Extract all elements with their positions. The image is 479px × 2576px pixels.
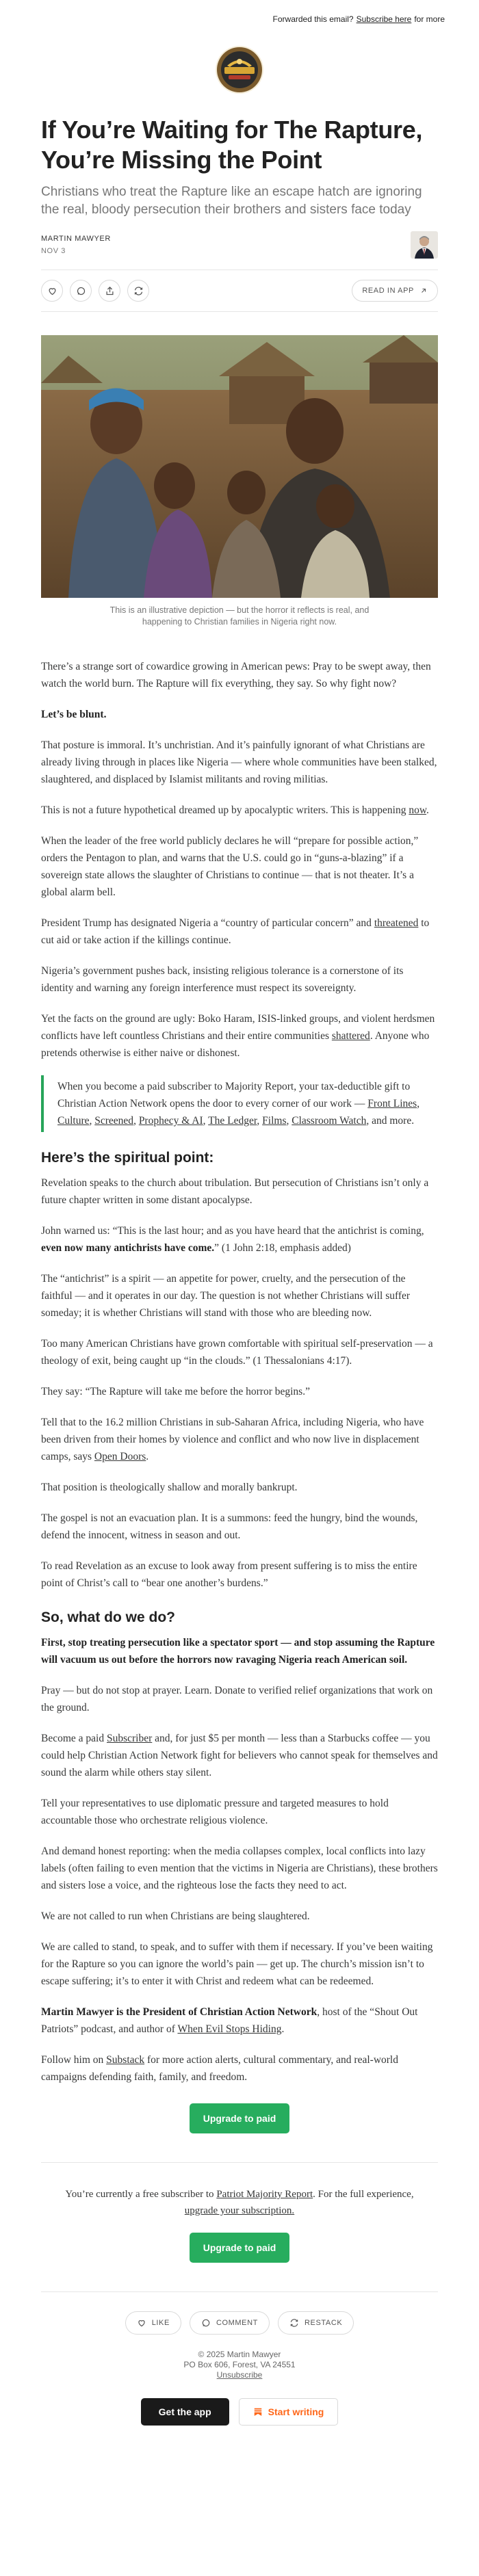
callout-link-classroom-watch[interactable]: Classroom Watch [292, 1115, 367, 1127]
comment-icon [76, 286, 86, 296]
subscribe-here-link[interactable]: Subscribe here [356, 14, 412, 24]
action-paragraph-2: Pray — but do not stop at prayer. Learn. Donate to verified relief organizations that work on the ground. [41, 1685, 433, 1713]
heart-icon [137, 2318, 146, 2328]
callout-link-prophecy-ai[interactable]: Prophecy & AI [138, 1115, 203, 1127]
callout-link-the-ledger[interactable]: The Ledger [208, 1115, 257, 1127]
footer-comment-button[interactable] [190, 2311, 270, 2335]
spiritual-paragraph-7: That position is theologically shallow and morally bankrupt. [41, 1482, 298, 1493]
book-link[interactable]: When Evil Stops Hiding [177, 2023, 282, 2035]
action-paragraph-1: First, stop treating persecution like a spectator sport — and stop assuming the Rapture will vacuum us out before the horrors now ravaging Nigeria reach American soil. [41, 1637, 435, 1666]
spiritual-paragraph-5: They say: “The Rapture will take me before the horror begins.” [41, 1386, 310, 1397]
footer-restack-label: RESTACK [304, 2319, 343, 2327]
start-writing-button[interactable] [239, 2398, 339, 2426]
body-paragraph-6: President Trump has designated Nigeria a “country of particular concern” and threatened to cut aid or take action if the killings continue. [41, 917, 430, 946]
footer-upgrade-button[interactable]: Upgrade to paid [190, 2233, 290, 2263]
now-link[interactable]: now [409, 804, 427, 816]
footer-like-label: LIKE [151, 2319, 170, 2327]
spiritual-paragraph-1: Revelation speaks to the church about tribulation. But persecution of Christians isn’t only a future chapter written in some distant apocalypse. [41, 1177, 429, 1206]
callout-link-screened[interactable]: Screened [94, 1115, 134, 1127]
post-subtitle: Christians who treat the Rapture like an escape hatch are ignoring the real, bloody persecution their brothers and sisters face today [41, 185, 422, 217]
substack-link[interactable]: Substack [106, 2054, 145, 2066]
action-paragraph-6: We are not called to run when Christians are being slaughtered. [41, 1910, 310, 1922]
restack-button[interactable] [127, 280, 149, 302]
author-avatar[interactable] [411, 231, 438, 259]
footer-restack-button[interactable] [278, 2311, 354, 2335]
body-paragraph-5: When the leader of the free world publicly declares he will “prepare for possible action,” orders the Pentagon to plan, and warns that the U.S. could go in “guns-a-blazing” if a sovereign state allows the slaughter of Christians to continue — that is not theater. It’s a global alarm bell. [41, 835, 419, 898]
heart-icon [47, 286, 57, 296]
threatened-link[interactable]: threatened [374, 917, 419, 929]
spiritual-paragraph-2: John warned us: “This is the last hour; and as you have heard that the antichrist is coming, even now many antichrists have come.” (1 John 2:18, emphasis added) [41, 1225, 424, 1254]
callout-link-films[interactable]: Films [262, 1115, 287, 1127]
spiritual-paragraph-6: Tell that to the 16.2 million Christians in sub-Saharan Africa, including Nigeria, who have been driven from their homes by violence and conflict and who now live in displacement camps, says Open Doors. [41, 1417, 424, 1462]
open-doors-link[interactable]: Open Doors [94, 1451, 146, 1462]
address-text: PO Box 606, Forest, VA 24551 [183, 2360, 296, 2369]
author-bio: Martin Mawyer is the President of Christian Action Network, host of the “Shout Out Patriots” podcast, and author of When Evil Stops Hiding. [41, 2006, 418, 2035]
body-paragraph-2 [41, 706, 438, 723]
upgrade-to-paid-button[interactable]: Upgrade to paid [190, 2103, 290, 2133]
footer-comment-label: COMMENT [216, 2319, 258, 2327]
action-paragraph-7: We are called to stand, to speak, and to suffer with them if necessary. If you’ve been waiting for the Rapture so you can ignore the world’s pain — get up. The church’s mission isn’t to escape suffering; it’s to enter it with Christ and redeem what can be redeemed. [41, 1941, 433, 1987]
body-paragraph-8: Yet the facts on the ground are ugly: Boko Haram, ISIS-linked groups, and violent herdsmen conflicts have left countless Christians and their entire communities shattered. Anyone who pretends otherwise is either naive or dishonest. [41, 1013, 435, 1059]
action-paragraph-4: Tell your representatives to use diplomatic pressure and targeted measures to hold accountable those who orchestrate religious violence. [41, 1798, 389, 1826]
comment-icon [201, 2318, 211, 2328]
body-paragraph-4: This is not a future hypothetical dreamed up by apocalyptic writers. This is happening now. [41, 804, 429, 816]
subscriber-link[interactable]: Subscriber [106, 1733, 153, 1744]
share-button[interactable] [99, 280, 120, 302]
hero-image[interactable] [41, 335, 438, 598]
spiritual-paragraph-9: To read Revelation as an excuse to look away from present suffering is to miss the entire point of Christ’s call to “bear one another’s burdens.” [41, 1560, 417, 1589]
shattered-link[interactable]: shattered [331, 1030, 370, 1042]
body-paragraph-2-text: Let’s be blunt. [41, 709, 107, 720]
body-paragraph-1: There’s a strange sort of cowardice growing in American pews: Pray to be swept away, then watch the world burn. The Rapture will fix everything, they say. So why fight now? [41, 661, 431, 689]
footer-like-button[interactable] [125, 2311, 181, 2335]
follow-paragraph: Follow him on Substack for more action alerts, cultural commentary, and real-world campaigns defending faith, family, and freedom. [41, 2054, 398, 2083]
forwarded-text: Forwarded this email? [272, 14, 354, 24]
section-heading-spiritual: Here’s the spiritual point: [41, 1150, 214, 1166]
substack-logo-icon [253, 2406, 263, 2417]
post-date: NOV 3 [41, 247, 66, 255]
share-icon [105, 286, 115, 296]
upgrade-subscription-link[interactable]: upgrade your subscription. [184, 2205, 295, 2216]
read-in-app-button[interactable] [352, 280, 438, 302]
restack-icon [133, 286, 144, 296]
callout-link-front-lines[interactable]: Front Lines [367, 1098, 417, 1109]
body-paragraph-3: That posture is immoral. It’s unchristian. And it’s painfully ignorant of what Christians are already living through in places like Nigeria — where whole communities have been stalked, slaughtered, and displaced by Islamist militants and roving militias. [41, 739, 437, 785]
forwarded-suffix: for more [414, 14, 445, 24]
publication-logo[interactable] [215, 45, 264, 94]
restack-icon [289, 2318, 299, 2328]
spiritual-paragraph-8: The gospel is not an evacuation plan. It is a summons: feed the hungry, bind the wounds, defend the innocent, witness in season and out. [41, 1512, 418, 1541]
hero-caption: This is an illustrative depiction — but the horror it reflects is real, and happening to Christian families in Nigeria right now. [109, 605, 370, 627]
section-heading-what-do-we-do: So, what do we do? [41, 1609, 175, 1625]
callout-link-culture[interactable]: Culture [57, 1115, 90, 1127]
get-the-app-button[interactable]: Get the app [141, 2398, 229, 2426]
action-paragraph-3: Become a paid Subscriber and, for just $5 per month — less than a Starbucks coffee — you could help Christian Action Network fight for believers who cannot speak for themselves and sound the alarm while others stay silent. [41, 1733, 438, 1778]
like-button[interactable] [41, 280, 63, 302]
copyright-text: © 2025 Martin Mawyer [198, 2350, 281, 2359]
post-title[interactable]: If You’re Waiting for The Rapture, You’re Missing the Point [41, 116, 423, 174]
spiritual-paragraph-3: The “antichrist” is a spirit — an appetite for power, cruelty, and the persecution of the faithful — and it operates in our day. The question is not whether Christians will suffer someday; it is whether Christians will stand with those who are bleeding now. [41, 1273, 411, 1319]
author-name[interactable]: MARTIN MAWYER [41, 235, 111, 243]
publication-link[interactable]: Patriot Majority Report [216, 2189, 313, 2200]
subscriber-callout: When you become a paid subscriber to Majority Report, your tax-deductible gift to Christian Action Network opens the door to every corner of our work — Front Lines, Culture, Screened, Prophecy & AI, The Ledger, Films, Classroom Watch, and more. [41, 1075, 438, 1132]
legal-footer [41, 2350, 438, 2380]
unsubscribe-link[interactable]: Unsubscribe [216, 2370, 263, 2380]
read-in-app-label: READ IN APP [362, 287, 414, 295]
free-subscriber-notice: You’re currently a free subscriber to Patriot Majority Report. For the full experience, upgrade your subscription. [65, 2189, 414, 2216]
body-paragraph-7: Nigeria’s government pushes back, insisting religious tolerance is a cornerstone of its identity and warning any foreign interference must respect its sovereignty. [41, 965, 404, 994]
spiritual-paragraph-4: Too many American Christians have grown comfortable with spiritual self-preservation — a theology of exit, being caught up “in the clouds.” (1 Thessalonians 4:17). [41, 1338, 433, 1367]
arrow-up-right-icon [419, 287, 428, 295]
start-writing-label: Start writing [268, 2406, 324, 2417]
action-paragraph-5: And demand honest reporting: when the media collapses complex, local conflicts into lazy labels (often failing to even mention that the victims in Nigeria are Christians), these brothers and sisters lose a voice, and the righteous lose the facts they need to act. [41, 1845, 438, 1891]
comment-button[interactable] [70, 280, 92, 302]
forward-banner [0, 0, 479, 38]
